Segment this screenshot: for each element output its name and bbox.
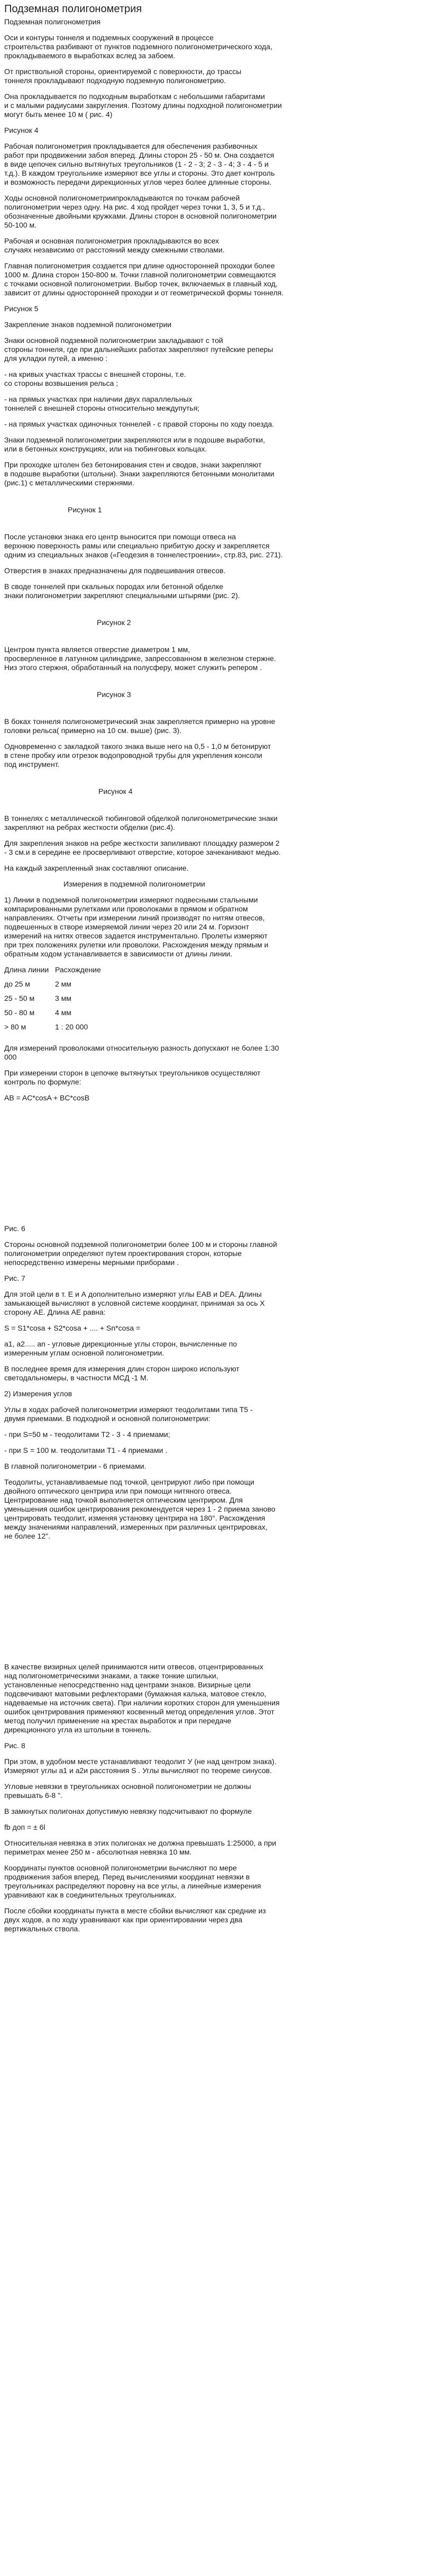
table-header-cell: Длина линии — [4, 965, 49, 974]
paragraph: При этом, в удобном месте устанавливают теодолит У (не над центром знака). Измеряют углы а1 и а2и расстояния S . Углы вычисляют по теореме синусов. — [4, 1757, 277, 1775]
paragraph: Рис. 7 — [4, 1274, 25, 1282]
table-row — [4, 1023, 101, 1037]
paragraph: - на кривых участках трассы с внешней стороны, т.е. со стороны возвышения рельса ; — [4, 370, 186, 387]
table-cell: 50 - 80 м — [4, 1008, 35, 1017]
table-cell: до 25 м — [4, 980, 30, 988]
paragraph: Она прокладывается по подходным выработкам с небольшими габаритами и с малыми радиусами закругления. Поэтому длины подходной полигонометрии могут быть менее 10 м ( рис. 4) — [4, 92, 282, 119]
paragraph: Координаты пунктов основной полигонометрии вычисляют по мере продвижения забоя вперед. Перед вычислениями координат невязки в треугольниках распределяют поровну на все углы, а линейные измерения уравнивают как в соединительных треугольниках. — [4, 1864, 261, 1899]
paragraph: Относительная невязка в этих полигонах не должна превышать 1:25000, а при периметрах менее 250 м - абсолютная невязка 10 мм. — [4, 1839, 277, 1856]
table-cell: 2 мм — [55, 980, 71, 988]
paragraph: В главной полигонометрии - 6 приемами. — [4, 1462, 147, 1470]
paragraph: Рисунок 5 — [4, 304, 39, 313]
paragraph: Рабочая и основная полигонометрия прокладываются во всех случаях независимо от расстояний между смежными стволами. — [4, 237, 225, 254]
paragraph: Угловые невязки в треугольниках основной полигонометрии не должны превышать 6-8 ". — [4, 1782, 251, 1800]
table-row — [4, 994, 101, 1008]
paragraph: В последнее время для измерения длин сторон широко используют светодальномеры, в частности МСД -1 М. — [4, 1364, 240, 1382]
table-cell: 1 : 20 000 — [55, 1023, 88, 1031]
document-body — [4, 17, 444, 1933]
paragraph: AB = AC*cosA + BC*cosB — [4, 1093, 90, 1102]
paragraph: Подземная полигонометрия — [4, 17, 101, 26]
paragraph: S = S1*cosa + S2*cosa + .... + Sn*cosa = — [4, 1324, 141, 1332]
paragraph: Центром пункта является отверстие диаметром 1 мм, просверленное в латунном цилиндрике, запрессованном в железном стержне. Низ этого стержня, обработанный на полусферу, может служить репером . — [4, 645, 276, 672]
table-cell: 4 мм — [55, 1008, 71, 1017]
paragraph: Знаки подземной полигонометрии закрепляются или в подошве выработки, или в бетонных конструкциях, или на тюбинговых кольцах. — [4, 436, 265, 453]
paragraph: В замкнутых полигонах допустимую невязку подсчитывают по формуле — [4, 1807, 252, 1815]
paragraph: Для закрепления знаков на ребре жесткости запиливают площадку размером 2 - 3 см.и в середине ее просверливают отверстие, которое зачеканивают медью. — [4, 839, 281, 856]
table-cell: 3 мм — [55, 994, 71, 1002]
paragraph: После сбойки координаты пункта в месте сбойки вычисляют как средние из двух ходов, а по ходу уравнивают как при ориентировании через два вертикальных ствола. — [4, 1906, 266, 1933]
paragraph: Рис. 6 — [4, 1224, 25, 1233]
paragraph: - при S = 100 м. теодолитами Т1 - 4 приемами . — [4, 1446, 168, 1454]
figure-caption: Рисунок 2 — [97, 618, 131, 627]
paragraph: - при S=50 м - теодолитами Т2 - 3 - 4 приемами; — [4, 1430, 170, 1439]
paragraph: 1) Линии в подземной полигонометрии измеряют подвесными стальными компарированными рулетками или проволоками в прямом и обратном направлениях. Отчеты при измерении линий производят по нитям отвесов, подвешенных в створе измеряемой линии через 20 или 24 м. Горизонт измерений на нитях отвесов задается инструментально. Пролеты измеряют при трех положениях рулетки или проволоки. Расхождения между прямым и обратным ходом устанавливается в зависимости от длины линии. — [4, 896, 269, 958]
paragraph: 2) Измерения углов — [4, 1389, 72, 1398]
paragraph: Закрепление знаков подземной полигонометрии — [4, 320, 172, 329]
distance-tolerance-table — [4, 965, 101, 1037]
paragraph: От приствольной стороны, ориентируемой с поверхности, до трассы тоннеля прокладывают подходную подземную полигонометрию. — [4, 67, 242, 85]
paragraph: На каждый закрепленный знак составляют описание. — [4, 864, 189, 872]
paragraph: В тоннелях с металлической тюбинговой обделкой полигонометрические знаки закрепляют на ребрах жесткости обделки (рис.4). — [4, 814, 278, 831]
paragraph: - на прямых участках одиночных тоннелей - с правой стороны по ходу поезда. — [4, 420, 275, 428]
paragraph: fb доп = ± 6l — [4, 1823, 45, 1831]
paragraph: Одновременно с закладкой такого знака выше него на 0,5 - 1,0 м бетонируют в стене пробку или отрезок водопроводной трубы для укрепления консоли под инструмент. — [4, 742, 271, 769]
paragraph: Отверстия в знаках предназначены для подвешивания отвесов. — [4, 566, 226, 575]
paragraph: Для измерений проволоками относительную разность допускают не более 1:30 000 — [4, 1044, 279, 1061]
table-cell: 25 - 50 м — [4, 994, 35, 1002]
paragraph: Рабочая полигонометрия прокладывается для обеспечения разбивочных работ при продвижении забоя вперед. Длины сторон 25 - 50 м. Она создается в виде цепочек сильно вытянутых треугольников (1 - 2 - 3; 2 - 3 - 4; 3 - 4 - 5 и т.д.). В каждом треугольнике измеряют все углы и стороны. Это дает контроль и возможность передачи дирекционных углов через более длинные стороны. — [4, 142, 275, 186]
paragraph: В боках тоннеля полигонометрический знак закрепляется примерно на уровне головки рельса( примерно на 10 см. выше) (рис. 3). — [4, 717, 276, 735]
paragraph: В качестве визирных целей принимаются нити отвесов, отцентрированных над полигонометрическими знаками, а также тонкие шпильки, установленные непосредственно над центрами знаков. Визирные цели подсвечивают матовыми рефлекторами (бумажная калька, матовое стекло, надеваемые на источник света). При наличии коротких сторон для уменьшения ошибок центрирования применяют косвенный метод определения углов. Этот метод получил применение на крестах выработок и при передаче дирекционного угла из штольни в тоннель. — [4, 1662, 280, 1734]
paragraph: При проходке штолен без бетонирования стен и сводов, знаки закрепляют в подошве выработки (штольни). Знаки закрепляются бетонными монолитами (рис.1) с металлическими стержнями. — [4, 460, 275, 487]
paragraph: Стороны основной подземной полигонометрии более 100 м и стороны главной полигонометрии определяют путем проектирования сторон, которые непосредственно измерены мерными приборами . — [4, 1240, 277, 1267]
paragraph: Знаки основной подземной полигонометрии закладывают с той стороны тоннеля, где при дальнейших работах закрепляют путейские реперы для укладки путей, а именно : — [4, 336, 273, 363]
table-header-cell: Расхождение — [55, 965, 101, 974]
paragraph: Ходы основной полигонометриипрокладываются по точкам рабочей полигонометрии через одну. На рис. 4 ход пройдет через точки 1, 3, 5 и т.д., обозначенные двойными кружками. Длины сторон в основной полигонометрии 50-100 м. — [4, 194, 277, 229]
table-header-row — [4, 965, 101, 980]
paragraph: В своде тоннелей при скальных породах или бетонной обделке знаки полигонометрии закрепляют специальными штырями (рис. 2). — [4, 582, 240, 600]
paragraph: a1, a2..... an - угловые дирекционные углы сторон, вычисленные по измеренным углам основной полигонометрии. — [4, 1340, 237, 1357]
paragraph: Рис. 8 — [4, 1741, 25, 1750]
figure-caption: Рисунок 4 — [98, 787, 133, 796]
table-row — [4, 1008, 101, 1023]
paragraph: После установки знака его центр выносится при помощи отвеса на верхнюю поверхность рамы или специально прибитую доску и закрепляется одним из специальных знаков («Геодезия в тоннелестроении», стр.83, рис. 271). — [4, 532, 283, 559]
paragraph: Углы в ходах рабочей полигонометрии измеряют теодолитами типа Т5 - двумя приемами. В подходной и основной полигонометрии: — [4, 1405, 253, 1423]
paragraph: При измерении сторон в цепочке вытянутых треугольников осуществляют контроль по формуле: — [4, 1069, 261, 1086]
paragraph: Теодолиты, устанавливаемые под точкой, центрируют либо при помощи двойного оптического центрира или при помощи нитяного отвеса. Центрирование над точкой выполняется оптическим центриром. Для уменьшения ошибок центрирования рекомендуется через 1 - 2 приема заново центрировать теодолит, изменяя установку центрира на 180°. Расхождения между значениями направлений, измеренных при различных центрировках, не более 12". — [4, 1478, 276, 1540]
paragraph: Рисунок 4 — [4, 126, 39, 134]
paragraph: Главная полигонометрия создается при длине односторонней проходки более 1000 м. Длина сторон 150-800 м. Точки главной полигонометрии совмещаются с точками основной полигонометрии. Выбор точек, включаемых в главный ход, зависит от длины односторонней проходки и от геометрической формы тоннеля. — [4, 261, 284, 297]
page-title: Подземная полигонометрия — [4, 3, 142, 15]
paragraph: Для этой цели в т. Е и А дополнительно измеряют углы EAB и DEA. Длины замыкающей вычисляют в условной системе координат, принимая за ось X сторону AE. Длина AE равна: — [4, 1290, 265, 1316]
figure-caption: Рисунок 3 — [97, 690, 131, 699]
paragraph: - на прямых участках при наличии двух параллельных тоннелей с внешней стороны относительно междупутья; — [4, 395, 200, 412]
paragraph: Оси и контуры тоннеля и подземных сооружений в процессе строительства разбивают от пунктов подземного полигонометрического хода, прокладываемого в выработках вслед за забоем. — [4, 33, 272, 60]
figure-caption: Рисунок 1 — [68, 505, 102, 514]
table-cell: > 80 м — [4, 1023, 26, 1031]
paragraph: Измерения в подземной полигонометрии — [63, 880, 205, 888]
table-row — [4, 980, 101, 994]
